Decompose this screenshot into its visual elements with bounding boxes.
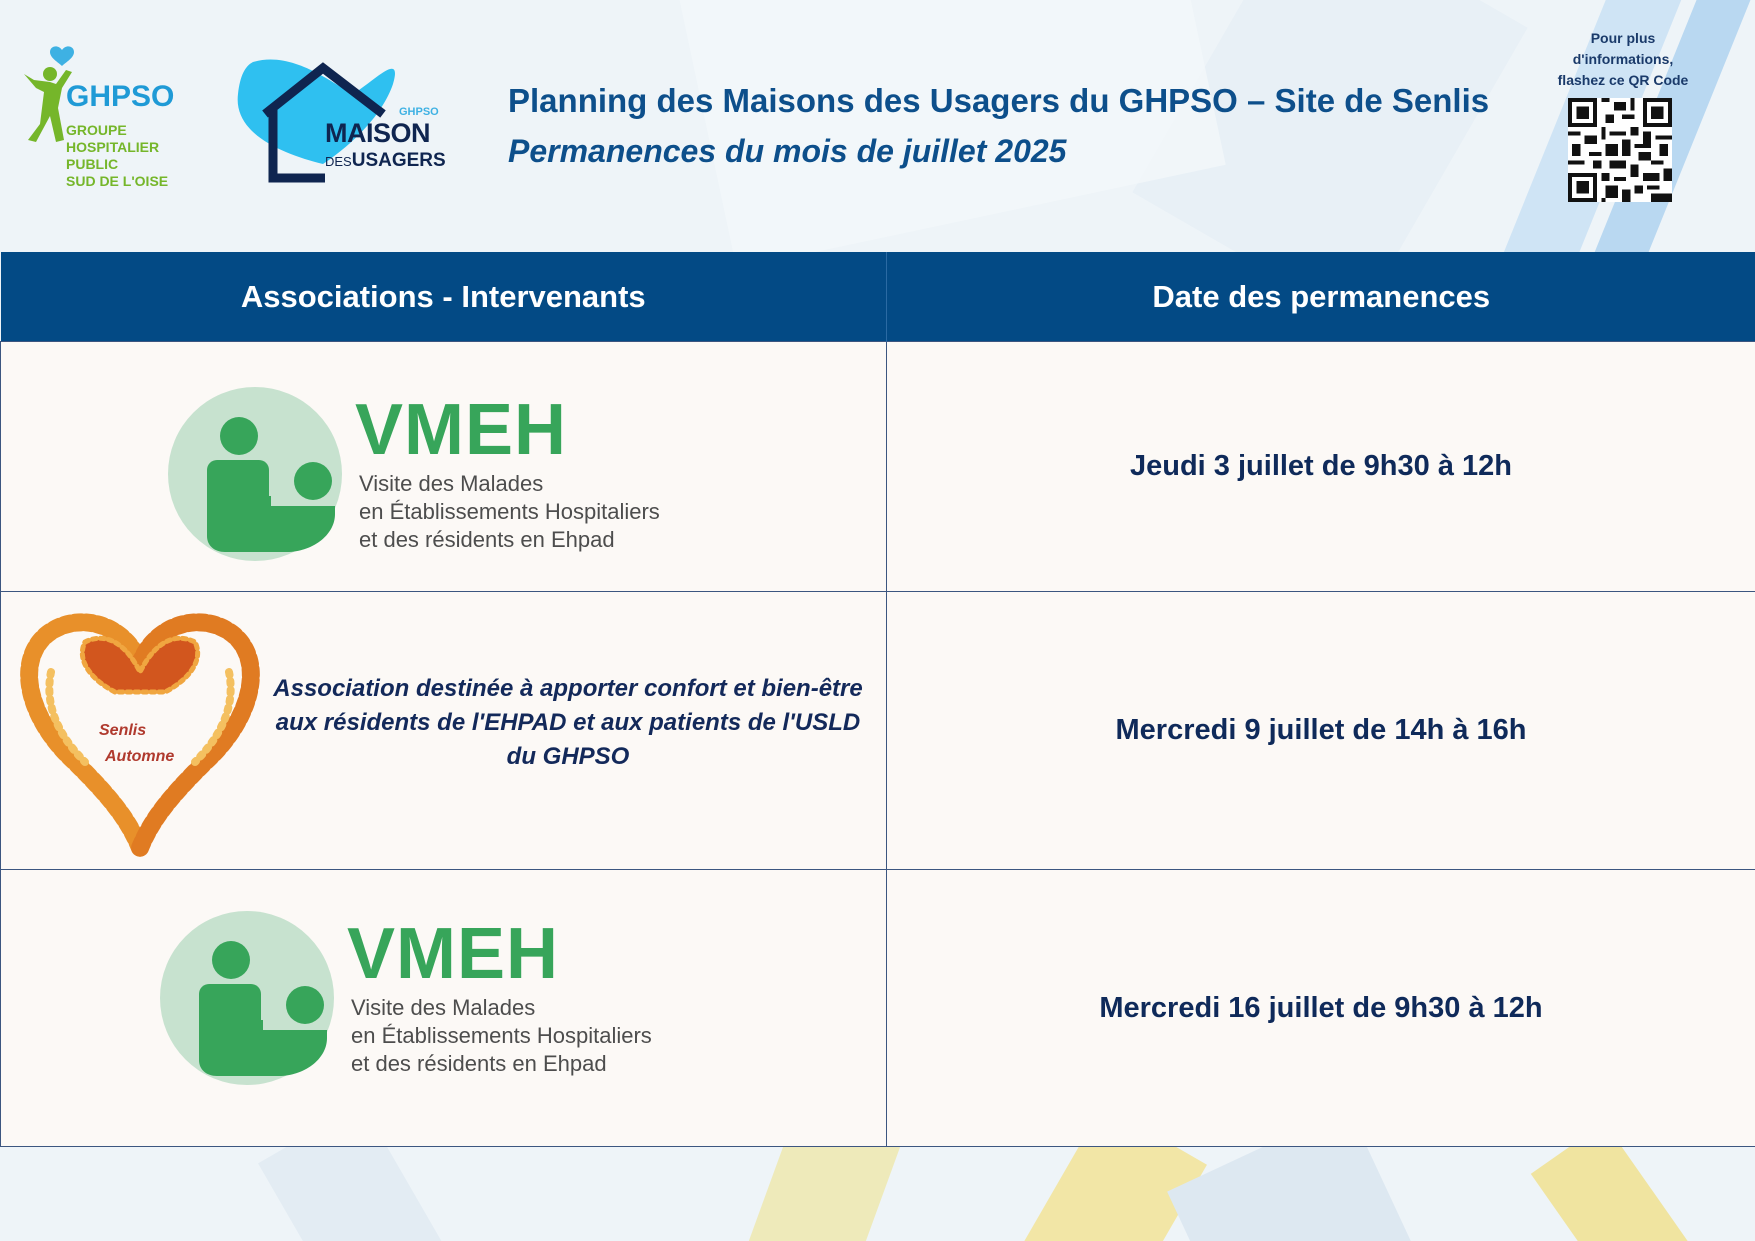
table-row (1, 592, 1755, 870)
page-subtitle: Permanences du mois de juillet 2025 (508, 133, 1067, 169)
senlis-word: Senlis (99, 722, 147, 739)
header-associations: Associations - Intervenants (1, 252, 887, 342)
maison-des-usagers-logo (233, 54, 453, 194)
vmeh-full-name: Visite des Malades en Établissements Hospitaliers et des résidents en Ehpad (351, 995, 652, 1076)
qr-code-icon[interactable] (1568, 98, 1672, 202)
vmeh-people-icon (159, 910, 335, 1086)
vmeh-people-icon (167, 386, 343, 562)
table-header-row (1, 252, 1755, 342)
header-dates: Date des permanences (887, 252, 1755, 342)
schedule-table (0, 252, 1755, 1147)
header (0, 0, 1755, 252)
senlis-automne-logo (15, 602, 265, 858)
date-cell: Mercredi 16 juillet de 9h30 à 12h (887, 870, 1755, 1147)
table-row (1, 870, 1755, 1147)
vmeh-logo (167, 386, 727, 566)
vmeh-acronym: VMEH (347, 914, 560, 994)
table-row (1, 342, 1755, 592)
mdu-usagers-label: DESUSAGERS (325, 150, 446, 171)
qr-info-text: Pour plus d'informations, flashez ce QR Code (1557, 30, 1689, 88)
association-cell (1, 592, 887, 870)
page-title: Planning des Maisons des Usagers du GHPSO – Site de Senlis (508, 82, 1490, 119)
ghpso-logo (14, 44, 184, 194)
ghpso-brand: GHPSO (66, 80, 175, 113)
vmeh-acronym: VMEH (355, 390, 568, 470)
vmeh-logo (159, 910, 719, 1090)
mdu-maison-label: MAISON (325, 118, 430, 148)
mdu-ghpso-label: GHPSO (399, 106, 439, 118)
association-cell (1, 870, 887, 1147)
association-cell (1, 342, 887, 592)
vmeh-full-name: Visite des Malades en Établissements Hospitaliers et des résidents en Ehpad (359, 471, 660, 552)
association-description: Association destinée à apporter confort et bien-être aux résidents de l'EHPAD et aux patients de l'USLD du GHPSO (273, 675, 863, 770)
date-cell: Mercredi 9 juillet de 14h à 16h (887, 592, 1755, 870)
date-cell: Jeudi 3 juillet de 9h30 à 12h (887, 342, 1755, 592)
automne-word: Automne (105, 748, 175, 765)
ghpso-full-name: GROUPE HOSPITALIER PUBLIC SUD DE L'OISE (66, 122, 169, 189)
